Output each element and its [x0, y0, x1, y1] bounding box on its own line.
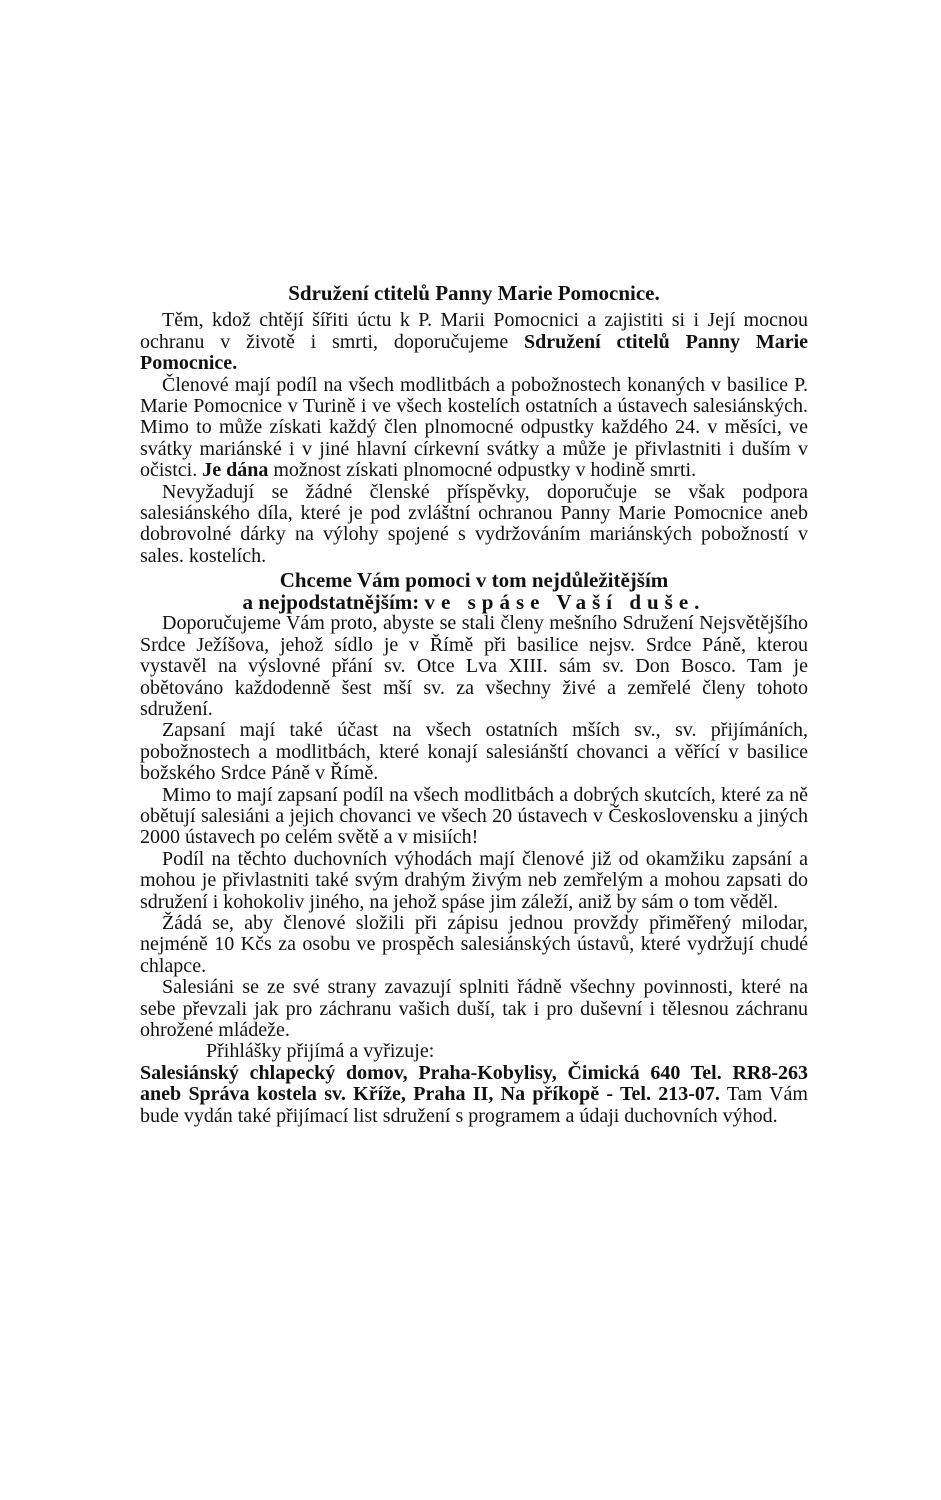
section-heading: [140, 569, 808, 613]
paragraph-contributions: Nevyžadují se žádné členské příspěvky, doporučuje se však podpora salesiánského díla, které je pod zvláštní ochranou Panny Marie Pomocnice aneb dobrovolné dárky na výlohy spojené s vydržováním mariánských pobožností v sales. kostelích.: [140, 480, 808, 567]
intro-text: Těm, kdož chtějí šířiti úctu k P. Marii Pomocnici a zajistiti si i Její mocnou ochranu v životě i smrti, doporučujeme: [140, 309, 808, 353]
paragraph-members-tail: možnost získati plnomocné odpustky v hodině smrti.: [268, 459, 697, 482]
contact-text: Tam Vám bude vydán také přijímací list sdružení s programem a údaji duchovních výhod.: [140, 1083, 808, 1127]
intro-bold: Sdružení ctitelů Panny Marie Pomocnice.: [140, 330, 809, 375]
paragraph-participation: Zapsaní mají také účast na všech ostatních mších sv., sv. přijímáních, pobožnostech a modlitbách, které konají salesiánští chovanci a věřící v basilice božského Srdce Páně v Římě.: [140, 719, 808, 785]
paragraph-good-works: Mimo to mají zapsaní podíl na všech modlitbách a dobrých skutcích, které za ně obětují salesiáni a jejich chovanci ve všech 20 ústavech v Československu a jiných 2000 ústavech po celém světě a v misiích!: [140, 783, 808, 849]
section-heading-line1: Chceme Vám pomoci v tom nejdůležitějším: [279, 568, 669, 593]
applications-label: Přihlášky přijímá a vyřizuje:: [206, 1040, 435, 1063]
document-body: [140, 283, 808, 1127]
paragraph-members-text: Členové mají podíl na všech modlitbách a pobožnostech konaných v basilice P. Marie Pomocnice v Turině i ve všech kostelích ostatních a ústavech salesiánských. Mimo to může získati každý člen plnomocné odpustky každého 24. v měsíci, ve svátky mariánské i v jiné hlavní církevní svátky a může je přivlastniti i duším v očistci.: [140, 373, 808, 482]
section-heading-line2a: a nejpodstatnějším:: [242, 590, 425, 615]
section-heading-line2b: ve spáse Vaší duše.: [424, 590, 706, 615]
paragraph-obligations: Salesiáni se ze své strany zavazují splniti řádně všechny povinnosti, které na sebe převzali jak pro záchranu vašich duší, tak i pro duševní i tělesnou záchranu ohrožené mládeže.: [140, 976, 808, 1041]
paragraph-donation: Žádá se, aby členové složili při zápisu jednou provždy přiměřený milodar, nejméně 10 Kčs za osobu ve prospěch salesiánských ústavů, které vydržují chudé chlapce.: [140, 911, 808, 977]
paragraph-members-bold: Je dána: [202, 459, 269, 482]
paragraph-members: [140, 375, 808, 482]
contact-paragraph: [140, 1063, 808, 1127]
paragraph-benefits: Podíl na těchto duchovních výhodách mají členové již od okamžiku zapsání a mohou je přivlastniti také svým drahým živým neb zemřelým a mohou zapsati do sdružení i kohokoliv jiného, na jehož spáse jim záleží, aniž by sám o tom věděl.: [140, 847, 808, 913]
contact-bold: Salesiánský chlapecký domov, Praha-Kobylisy, Čimická 640 Tel. RR8-263 aneb Správa kostela sv. Kříže, Praha II, Na příkopě - Tel. 213-07.: [140, 1061, 808, 1106]
paragraph-recommendation: Doporučujeme Vám proto, abyste se stali členy mešního Sdružení Nejsvětějšího Srdce Ježíšova, jehož sídlo je v Římě při basilice nejsv. Srdce Páně, kterou vystavěl na výslovné přání sv. Otce Lva XIII. sám sv. Don Bosco. Tam je obětováno každodenně šest mší sv. za všechny živé a zemřelé členy tohoto sdružení.: [140, 612, 808, 720]
intro-paragraph: [140, 310, 808, 374]
document-title: Sdružení ctitelů Panny Marie Pomocnice.: [288, 281, 660, 305]
